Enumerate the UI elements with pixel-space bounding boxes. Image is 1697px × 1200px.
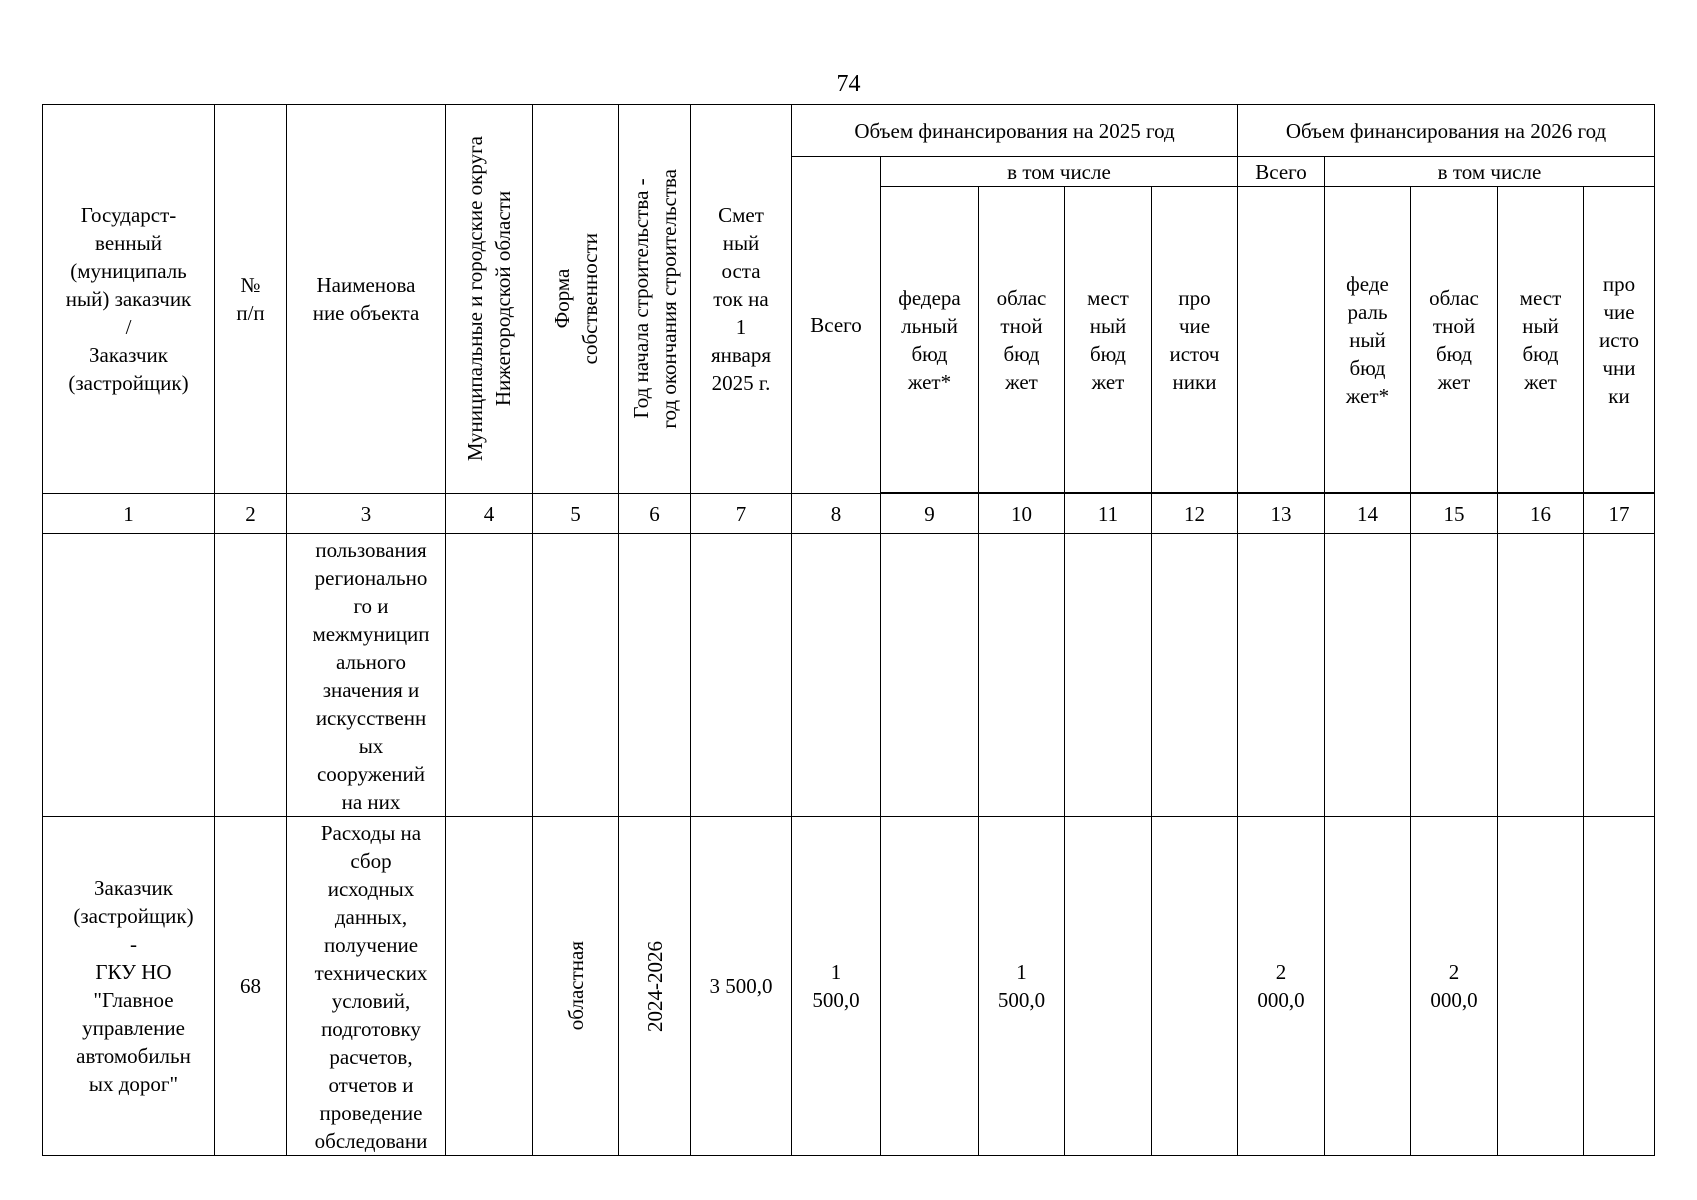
row-customer bbox=[43, 534, 215, 817]
header-ownership: Форма собственности bbox=[549, 233, 602, 365]
row-total-2025 bbox=[792, 534, 881, 817]
column-number: 2 bbox=[215, 494, 287, 534]
row-federal-2026 bbox=[1325, 534, 1411, 817]
row-other-2025 bbox=[1152, 817, 1238, 1156]
column-number: 16 bbox=[1498, 494, 1584, 534]
header-municipal-cell bbox=[446, 105, 533, 494]
row-total-2025: 1 500,0 bbox=[792, 817, 881, 1156]
header-total-2026-spacer bbox=[1238, 187, 1325, 493]
row-regional-2026 bbox=[1411, 534, 1498, 817]
row-object-name: пользования регионально го и межмуницип ального значения и искусственн ых сооружений на них bbox=[287, 534, 446, 817]
header-municipal: Муниципальные и городские округа Нижегородской области bbox=[463, 136, 515, 462]
row-regional-2025: 1 500,0 bbox=[979, 817, 1065, 1156]
row-local-2025 bbox=[1065, 534, 1152, 817]
column-number: 14 bbox=[1325, 494, 1411, 534]
column-number: 13 bbox=[1238, 494, 1325, 534]
header-funding-2026: Объем финансирования на 2026 год bbox=[1238, 105, 1655, 157]
header-estimate: Смет ный оста ток на 1 января 2025 г. bbox=[691, 105, 792, 494]
column-number: 10 bbox=[979, 494, 1065, 534]
header-total-2026: Всего bbox=[1238, 157, 1325, 187]
column-number: 5 bbox=[533, 494, 619, 534]
header-including-2025: в том числе bbox=[881, 157, 1238, 187]
row-total-2026: 2 000,0 bbox=[1238, 817, 1325, 1156]
header-other-2025: про чие источ ники bbox=[1152, 187, 1238, 493]
row-estimate bbox=[691, 534, 792, 817]
column-number: 9 bbox=[881, 494, 979, 534]
header-object-name: Наименова ние объекта bbox=[287, 105, 446, 494]
row-other-2026 bbox=[1584, 817, 1655, 1156]
header-including-2026: в том числе bbox=[1325, 157, 1655, 187]
header-regional-2026: облас тной бюд жет bbox=[1411, 187, 1498, 493]
row-other-2025 bbox=[1152, 534, 1238, 817]
financing-table bbox=[42, 104, 1655, 1156]
header-federal-2026: феде раль ный бюд жет* bbox=[1325, 187, 1411, 493]
row-other-2026 bbox=[1584, 534, 1655, 817]
header-regional-2025: облас тной бюд жет bbox=[979, 187, 1065, 493]
header-local-2026: мест ный бюд жет bbox=[1498, 187, 1584, 493]
column-number: 15 bbox=[1411, 494, 1498, 534]
header-number: № п/п bbox=[215, 105, 287, 494]
row-municipal bbox=[446, 817, 533, 1156]
column-number: 8 bbox=[792, 494, 881, 534]
row-number bbox=[215, 534, 287, 817]
row-local-2025 bbox=[1065, 817, 1152, 1156]
header-ownership-cell bbox=[533, 105, 619, 494]
row-number: 68 bbox=[215, 817, 287, 1156]
header-local-2025: мест ный бюд жет bbox=[1065, 187, 1152, 493]
row-years-cell bbox=[619, 817, 691, 1156]
header-customer: Государст- венный (муниципаль ный) заказчик / Заказчик (застройщик) bbox=[43, 105, 215, 494]
row-regional-2026: 2 000,0 bbox=[1411, 817, 1498, 1156]
header-years: Год начала строительства - год окончания строительства bbox=[628, 169, 681, 429]
header-years-cell bbox=[619, 105, 691, 494]
header-funding-2025: Объем финансирования на 2025 год bbox=[792, 105, 1238, 157]
row-estimate: 3 500,0 bbox=[691, 817, 792, 1156]
column-number: 7 bbox=[691, 494, 792, 534]
column-number: 3 bbox=[287, 494, 446, 534]
row-federal-2025 bbox=[881, 817, 979, 1156]
header-row-1 bbox=[43, 105, 1655, 157]
row-federal-2025 bbox=[881, 534, 979, 817]
column-number-row bbox=[43, 494, 1655, 534]
column-number: 12 bbox=[1152, 494, 1238, 534]
column-number: 4 bbox=[446, 494, 533, 534]
row-federal-2026 bbox=[1325, 817, 1411, 1156]
header-total-2025: Всего bbox=[792, 157, 881, 494]
header-other-2026: про чие исто чни ки bbox=[1584, 187, 1655, 493]
row-years: 2024-2026 bbox=[642, 940, 667, 1032]
column-number: 11 bbox=[1065, 494, 1152, 534]
row-regional-2025 bbox=[979, 534, 1065, 817]
row-municipal bbox=[446, 534, 533, 817]
row-customer: Заказчик (застройщик) - ГКУ НО "Главное управление автомобильн ых дорог" bbox=[43, 817, 215, 1156]
row-object-name: Расходы на сбор исходных данных, получение технических условий, подготовку расчетов, отчетов и проведение обследовани bbox=[287, 817, 446, 1156]
row-local-2026 bbox=[1498, 817, 1584, 1156]
header-federal-2025: федера льный бюд жет* bbox=[881, 187, 979, 493]
column-number: 6 bbox=[619, 494, 691, 534]
row-ownership: областная bbox=[563, 941, 588, 1031]
table-row bbox=[43, 534, 1655, 817]
page-number: 74 bbox=[836, 71, 861, 97]
row-ownership-cell bbox=[533, 534, 619, 817]
row-total-2026 bbox=[1238, 534, 1325, 817]
row-years-cell bbox=[619, 534, 691, 817]
table-row bbox=[43, 817, 1655, 1156]
row-local-2026 bbox=[1498, 534, 1584, 817]
column-number: 1 bbox=[43, 494, 215, 534]
row-ownership-cell bbox=[533, 817, 619, 1156]
column-number: 17 bbox=[1584, 494, 1655, 534]
